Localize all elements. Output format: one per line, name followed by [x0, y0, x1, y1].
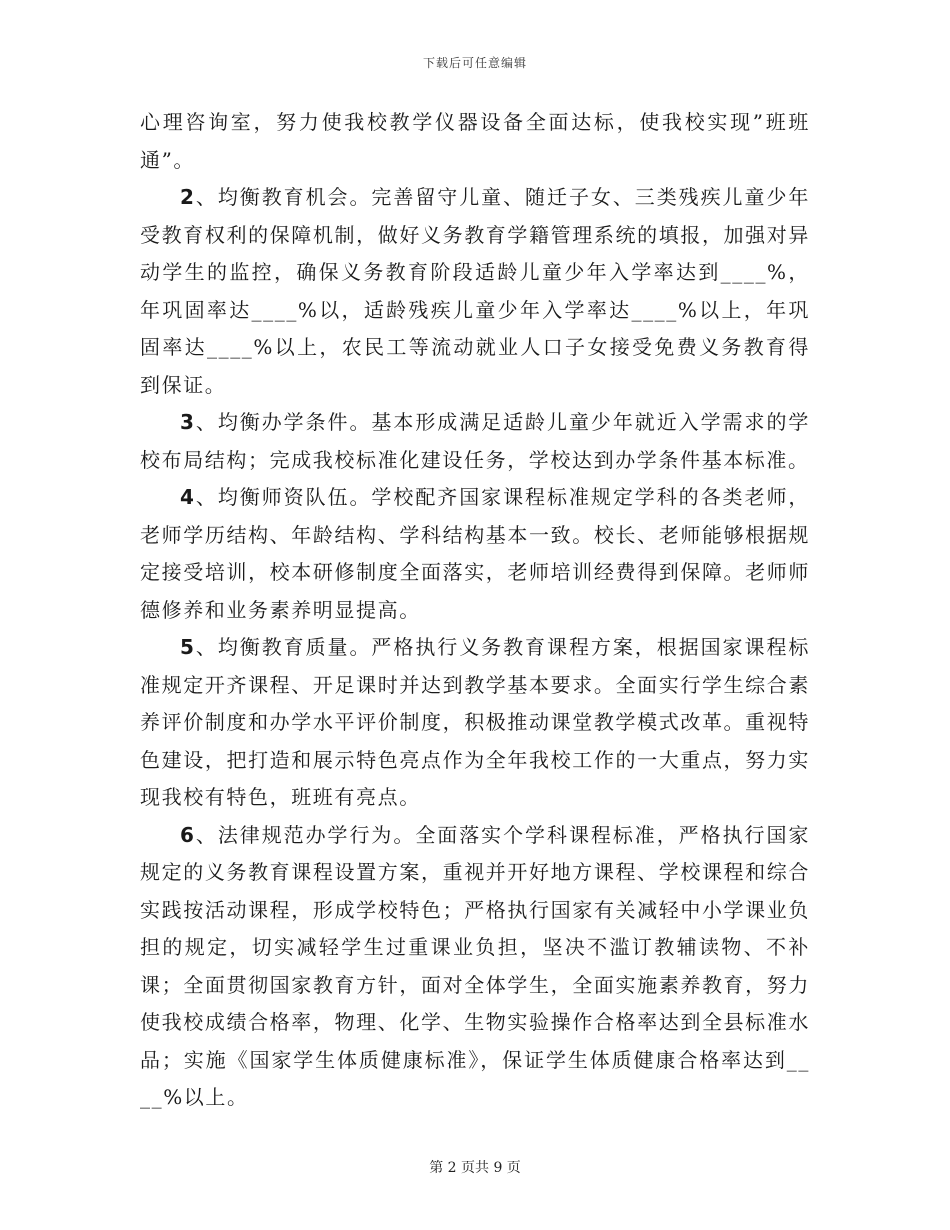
paragraph-6: [140, 817, 810, 1117]
document-body: [140, 104, 810, 1117]
paragraph-3: [140, 404, 810, 479]
paragraph-5-number: 5: [180, 635, 196, 659]
paragraph-6-text: 、法律规范办学行为。全面落实个学科课程标准，严格执行国家规定的义务教育课程设置方案，重视并开好地方课程、学校课程和综合实践按活动课程，形成学校特色；严格执行国家有关减轻中小学课业负担的规定，切实减轻学生过重课业负担，坚决不滥订教辅读物、不补课；全面贯彻国家教育方针，面对全体学生，全面实施素养教育，努力使我校成绩合格率，物理、化学、生物实验操作合格率达到全县标准水品；实施《国家学生体质健康标准》，保证学生体质健康合格率达到____%以上。: [140, 822, 810, 1109]
page-footer: 第 2 页共 9 页: [429, 1160, 521, 1176]
paragraph-3-number: 3: [180, 410, 196, 434]
paragraph-2: [140, 179, 810, 404]
paragraph-1-text: 心理咨询室，努力使我校教学仪器设备全面达标，使我校实现”班班通”。: [140, 110, 810, 172]
paragraph-5: [140, 629, 810, 817]
paragraph-1: [140, 104, 810, 179]
paragraph-2-text: 、均衡教育机会。完善留守儿童、随迁子女、三类残疾儿童少年受教育权利的保障机制，做好义务教育学籍管理系统的填报，加强对异动学生的监控，确保义务教育阶段适龄儿童少年入学率达到____%，年巩固率达____%以，适龄残疾儿童少年入学率达____%以上，年巩固率达____%以上，农民工等流动就业人口子女接受免费义务教育得到保证。: [140, 185, 810, 397]
paragraph-3-text: 、均衡办学条件。基本形成满足适龄儿童少年就近入学需求的学校布局结构；完成我校标准化建设任务，学校达到办学条件基本标准。: [140, 410, 810, 472]
paragraph-4-number: 4: [180, 485, 196, 509]
paragraph-6-number: 6: [180, 822, 196, 847]
paragraph-2-number: 2: [180, 185, 196, 209]
page-header: 下载后可任意编辑: [422, 56, 527, 70]
paragraph-4: [140, 479, 810, 629]
paragraph-4-text: 、均衡师资队伍。学校配齐国家课程标准规定学科的各类老师，老师学历结构、年龄结构、学科结构基本一致。校长、老师能够根据规定接受培训，校本研修制度全面落实，老师培训经费得到保障。老师师德修养和业务素养明显提高。: [140, 485, 810, 622]
paragraph-5-text: 、均衡教育质量。严格执行义务教育课程方案，根据国家课程标准规定开齐课程、开足课时并达到教学基本要求。全面实行学生综合素养评价制度和办学水平评价制度，积极推动课堂教学模式改革。重视特色建设，把打造和展示特色亮点作为全年我校工作的一大重点，努力实现我校有特色，班班有亮点。: [140, 635, 810, 809]
